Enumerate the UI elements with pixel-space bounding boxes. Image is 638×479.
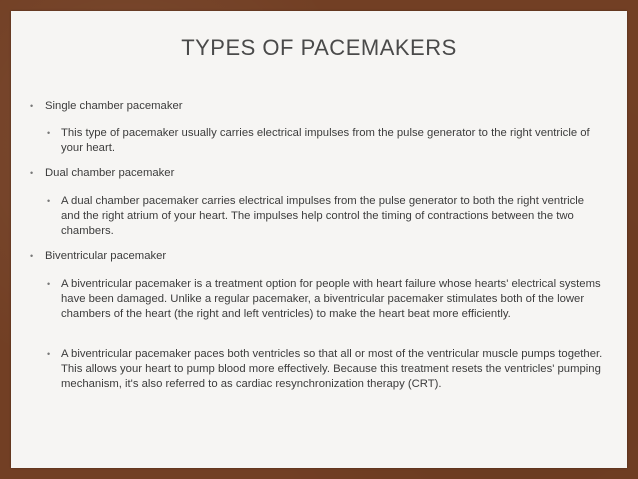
sub-bullet-text: A dual chamber pacemaker carries electrical impulses from the pulse generator to both the right ventricle and the right atrium of your heart. The impulses help control the timing of contractions between the two chambers. (61, 195, 585, 237)
bullet-icon: • (30, 168, 34, 178)
sub-bullet-item (47, 347, 606, 392)
bullet-heading: Single chamber pacemaker (45, 100, 183, 112)
sub-bullet-item (47, 277, 606, 322)
slide-title: TYPES OF PACEMAKERS (181, 35, 457, 60)
bullet-heading: Biventricular pacemaker (45, 250, 167, 262)
slide (11, 11, 627, 468)
sub-bullet-item (47, 126, 606, 156)
sub-bullet-icon: • (47, 196, 51, 206)
bullet-heading: Dual chamber pacemaker (45, 167, 175, 179)
bullet-item-dual-chamber (30, 166, 175, 181)
bullet-item-single-chamber (30, 99, 183, 114)
sub-bullet-icon: • (47, 279, 51, 289)
bullet-item-biventricular (30, 249, 167, 264)
sub-bullet-text: This type of pacemaker usually carries electrical impulses from the pulse generator to the right ventricle of your heart. (61, 127, 590, 154)
bullet-icon: • (30, 101, 34, 111)
sub-bullet-text: A biventricular pacemaker paces both ventricles so that all or most of the ventricular muscle pumps together. This allows your heart to pump blood more effectively. Because this treatment resets the ventricles' pumping mechanism, it's also referred to as cardiac resynchronization therapy (CRT). (61, 348, 603, 390)
sub-bullet-icon: • (47, 349, 51, 359)
sub-bullet-item (47, 194, 606, 239)
sub-bullet-text: A biventricular pacemaker is a treatment option for people with heart failure whose hearts' electrical systems have been damaged. Unlike a regular pacemaker, a biventricular pacemaker stimulates both of the lower chambers of the heart (the right and left ventricles) to make the heart beat more efficiently. (61, 278, 601, 320)
bullet-icon: • (30, 251, 34, 261)
sub-bullet-icon: • (47, 128, 51, 138)
